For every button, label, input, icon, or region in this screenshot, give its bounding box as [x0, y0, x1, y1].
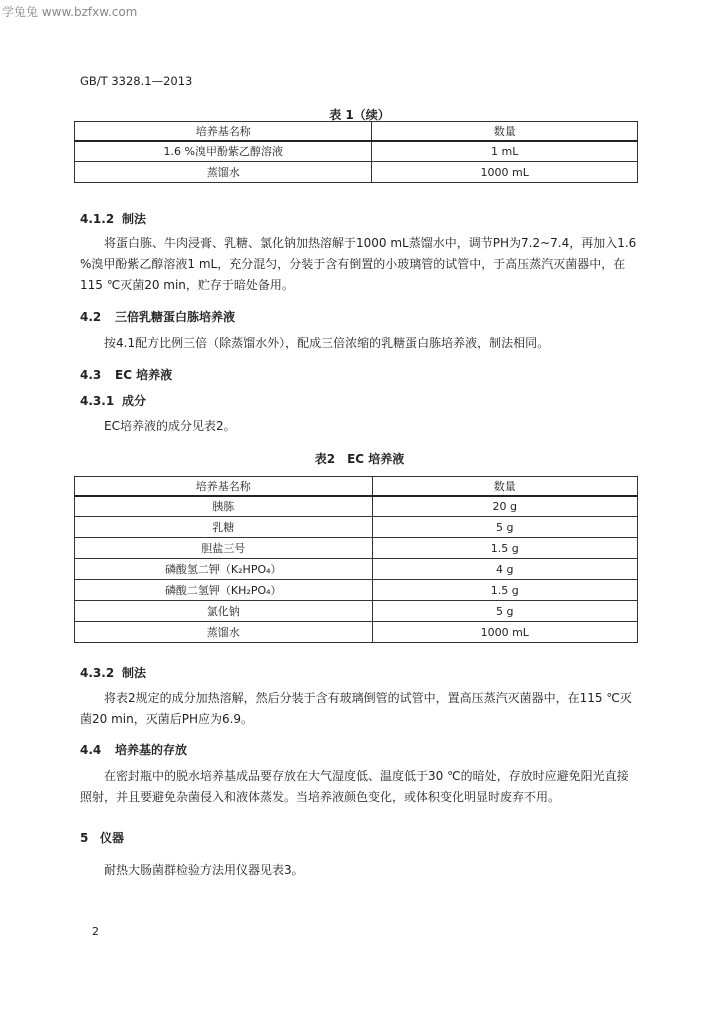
- heading-number: 4.3: [80, 368, 102, 382]
- heading-4-2: [80, 308, 235, 325]
- table1-header-qty: 数量: [372, 122, 638, 141]
- table1-cell: 蒸馏水: [75, 162, 372, 183]
- table-row: [75, 496, 638, 517]
- table2-cell: 蒸馏水: [75, 622, 373, 643]
- heading-4-3: [80, 366, 172, 383]
- table2-header-name: 培养基名称: [75, 477, 373, 496]
- heading-number: 4.2: [80, 310, 102, 324]
- table2-cell: 1.5 g: [372, 538, 638, 559]
- heading-title: 三倍乳糖蛋白胨培养液: [115, 310, 236, 324]
- paragraph-4-1-2: 将蛋白胨、牛肉浸膏、乳糖、氯化钠加热溶解于1000 mL蒸馏水中，调节PH为7.2~7.4，再加入1.6 %溴甲酚紫乙醇溶液1 mL，充分混匀，分装于含有倒置的小玻璃管的试管中，于高压蒸汽灭菌器中，在115 ℃灭菌20 min，贮存于暗处备用。: [80, 236, 637, 292]
- standard-code: GB/T 3328.1—2013: [80, 74, 193, 88]
- table1-cell: 1.6 %溴甲酚紫乙醇溶液: [75, 141, 372, 162]
- paragraph-4-3-2: 将表2规定的成分加热溶解，然后分装于含有玻璃倒管的试管中，置高压蒸汽灭菌器中，在115 ℃灭菌20 min，灭菌后PH应为6.9。: [80, 691, 632, 726]
- table2-cell: 5 g: [372, 601, 638, 622]
- table1-caption: 表 1（续）: [329, 108, 390, 122]
- heading-title: 培养基的存放: [115, 743, 188, 757]
- table-row: [75, 538, 638, 559]
- table2-cell: 乳糖: [75, 517, 373, 538]
- page-number: 2: [92, 925, 99, 938]
- table-row: [75, 141, 638, 162]
- table-row: [75, 559, 638, 580]
- heading-title: 制法: [122, 212, 147, 226]
- heading-title: EC 培养液: [115, 368, 173, 382]
- heading-number: 4.1.2: [80, 212, 115, 226]
- watermark: 学兔兔 www.bzfxw.com: [2, 5, 138, 19]
- heading-5: [80, 829, 124, 846]
- table2-cell: 20 g: [372, 496, 638, 517]
- heading-4-3-1: [80, 392, 146, 409]
- heading-4-3-2: [80, 664, 146, 681]
- heading-number: 4.4: [80, 743, 102, 757]
- table2-cell: 磷酸二氢钾（KH₂PO₄）: [75, 580, 373, 601]
- table2-header-qty: 数量: [372, 477, 638, 496]
- table2-cell: 磷酸氢二钾（K₂HPO₄）: [75, 559, 373, 580]
- paragraph-4-3-1: EC培养液的成分见表2。: [104, 419, 236, 433]
- table-row: [75, 580, 638, 601]
- heading-title: 制法: [122, 666, 147, 680]
- table1-header-name: 培养基名称: [75, 122, 372, 141]
- table1-cell: 1000 mL: [372, 162, 638, 183]
- table2: [74, 476, 638, 643]
- heading-title: 成分: [122, 394, 147, 408]
- paragraph-5: 耐热大肠菌群检验方法用仪器见表3。: [104, 863, 304, 877]
- table1: [74, 121, 638, 183]
- table-row: [75, 162, 638, 183]
- heading-title: 仪器: [100, 831, 125, 845]
- heading-number: 4.3.2: [80, 666, 115, 680]
- paragraph-4-4: 在密封瓶中的脱水培养基成品要存放在大气湿度低、温度低于30 ℃的暗处，存放时应避免阳光直接照射，并且要避免杂菌侵入和液体蒸发。当培养液颜色变化，或体积变化明显时废弃不用。: [80, 769, 629, 804]
- heading-4-1-2: [80, 210, 146, 227]
- table2-cell: 1000 mL: [372, 622, 638, 643]
- table-row: [75, 601, 638, 622]
- table2-cell: 4 g: [372, 559, 638, 580]
- table2-cell: 1.5 g: [372, 580, 638, 601]
- table-row: [75, 517, 638, 538]
- table2-cell: 胰胨: [75, 496, 373, 517]
- heading-number: 4.3.1: [80, 394, 115, 408]
- table2-cell: 5 g: [372, 517, 638, 538]
- table-row: [75, 622, 638, 643]
- table2-cell: 氯化钠: [75, 601, 373, 622]
- table2-caption: 表2 EC 培养液: [314, 452, 405, 466]
- heading-number: 5: [80, 831, 89, 845]
- table2-cell: 胆盐三号: [75, 538, 373, 559]
- table1-cell: 1 mL: [372, 141, 638, 162]
- heading-4-4: [80, 741, 187, 758]
- paragraph-4-2: 按4.1配方比例三倍（除蒸馏水外），配成三倍浓缩的乳糖蛋白胨培养液，制法相同。: [104, 336, 550, 350]
